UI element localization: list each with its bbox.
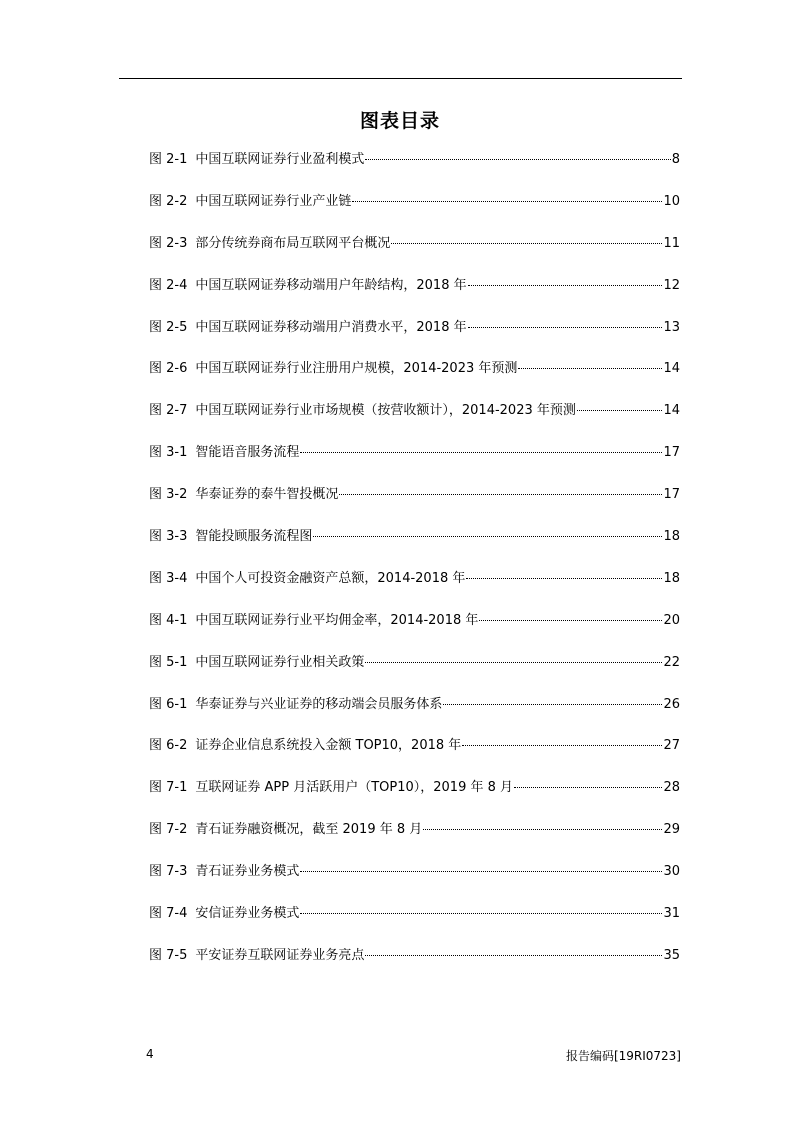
- footer-report-code: 报告编码[19RI0723]: [565, 1049, 681, 1063]
- toc-entry-title: 平安证券互联网证券业务亮点: [195, 947, 365, 963]
- toc-entry-label: 图 6-2: [149, 738, 188, 754]
- toc-entry-title: 华泰证券的泰牛智投概况: [195, 487, 339, 503]
- toc-entry-title: 部分传统券商布局互联网平台概况: [195, 235, 391, 251]
- toc-entry-title: 中国互联网证券行业产业链: [195, 193, 352, 209]
- toc-entry-title: 中国互联网证券移动端用户消费水平，2018 年: [195, 319, 467, 335]
- toc-entry-page: 27: [663, 738, 680, 754]
- toc-entry[interactable]: [149, 192, 680, 234]
- toc-entry-title: 青石证券融资概况，截至 2019 年 8 月: [195, 822, 423, 838]
- toc-dot-leader: [443, 704, 662, 705]
- footer-page-number: 4: [146, 1047, 154, 1061]
- toc-dot-leader: [365, 955, 662, 956]
- toc-entry[interactable]: [149, 904, 680, 946]
- toc-entry-title: 互联网证券 APP 月活跃用户（TOP10），2019 年 8 月: [195, 780, 514, 796]
- toc-entry-title: 中国互联网证券行业注册用户规模，2014-2023 年预测: [195, 361, 518, 377]
- toc-entry-title: 中国互联网证券行业盈利模式: [195, 152, 365, 167]
- toc-entry-label: 图 6-1: [149, 696, 188, 712]
- toc-dot-leader: [466, 578, 662, 579]
- toc-entry-page: 12: [663, 277, 680, 293]
- toc-dot-leader: [339, 494, 662, 495]
- toc-entry-page: 14: [663, 403, 680, 419]
- toc-entry[interactable]: [149, 401, 680, 443]
- toc-entry-label: 图 2-7: [149, 403, 188, 419]
- toc-entry[interactable]: [149, 359, 680, 401]
- toc-entry-label: 图 2-6: [149, 361, 188, 377]
- toc-dot-leader: [468, 327, 663, 328]
- toc-entry-label: 图 2-4: [149, 277, 188, 293]
- toc-entry-label: 图 3-1: [149, 445, 188, 461]
- toc-dot-leader: [365, 662, 662, 663]
- header-rule: [119, 78, 682, 79]
- toc-entry-title: 智能语音服务流程: [195, 445, 300, 461]
- toc-entry-page: 31: [663, 906, 680, 922]
- toc-entry-label: 图 5-1: [149, 654, 188, 670]
- toc-dot-leader: [365, 159, 670, 160]
- toc-entry-title: 青石证券业务模式: [195, 864, 300, 880]
- toc-entry-page: 20: [663, 612, 680, 628]
- toc-entry-page: 29: [663, 822, 680, 838]
- toc-entry-title: 中国互联网证券行业平均佣金率，2014-2018 年: [195, 612, 479, 628]
- toc-entry-title: 中国互联网证券移动端用户年龄结构，2018 年: [195, 277, 467, 293]
- toc-entry-page: 17: [663, 445, 680, 461]
- toc-dot-leader: [577, 410, 663, 411]
- toc-entry-label: 图 7-2: [149, 822, 188, 838]
- toc-dot-leader: [468, 285, 663, 286]
- toc-entry[interactable]: [149, 569, 680, 611]
- toc-entry-page: 35: [663, 947, 680, 963]
- toc-entry-page: 30: [663, 864, 680, 880]
- toc-entry[interactable]: [149, 234, 680, 276]
- toc-dot-leader: [300, 913, 662, 914]
- toc-entry-page: 18: [663, 570, 680, 586]
- toc-dot-leader: [479, 620, 662, 621]
- toc-list: [149, 150, 680, 988]
- toc-entry[interactable]: [149, 736, 680, 778]
- toc-entry-label: 图 3-2: [149, 487, 188, 503]
- toc-dot-leader: [462, 745, 662, 746]
- toc-entry-label: 图 7-4: [149, 906, 188, 922]
- toc-dot-leader: [391, 243, 662, 244]
- toc-entry-label: 图 3-4: [149, 570, 188, 586]
- toc-entry-label: 图 3-3: [149, 529, 188, 545]
- toc-entry-title: 华泰证券与兴业证券的移动端会员服务体系: [195, 696, 443, 712]
- toc-entry-page: 10: [663, 193, 680, 209]
- page-title: 图表目录: [359, 110, 440, 132]
- toc-entry[interactable]: [149, 485, 680, 527]
- toc-entry-label: 图 2-5: [149, 319, 188, 335]
- toc-entry[interactable]: [149, 946, 680, 988]
- toc-entry-page: 8: [671, 152, 680, 167]
- toc-entry[interactable]: [149, 862, 680, 904]
- toc-entry-title: 中国互联网证券行业市场规模（按营收额计），2014-2023 年预测: [195, 403, 576, 419]
- toc-entry-label: 图 7-3: [149, 864, 188, 880]
- toc-entry-title: 中国个人可投资金融资产总额，2014-2018 年: [195, 570, 466, 586]
- toc-entry-label: 图 2-3: [149, 235, 188, 251]
- toc-entry-title: 中国互联网证券行业相关政策: [195, 654, 365, 670]
- toc-entry[interactable]: [149, 318, 680, 360]
- toc-dot-leader: [300, 871, 662, 872]
- toc-entry-page: 28: [663, 780, 680, 796]
- toc-dot-leader: [423, 829, 662, 830]
- toc-entry-page: 18: [663, 529, 680, 545]
- toc-entry[interactable]: [149, 820, 680, 862]
- toc-entry-page: 13: [663, 319, 680, 335]
- toc-entry[interactable]: [149, 778, 680, 820]
- toc-entry[interactable]: [149, 150, 680, 192]
- toc-entry[interactable]: [149, 443, 680, 485]
- toc-dot-leader: [514, 787, 662, 788]
- toc-entry-page: 14: [663, 361, 680, 377]
- toc-entry[interactable]: [149, 527, 680, 569]
- toc-entry-page: 22: [663, 654, 680, 670]
- toc-entry[interactable]: [149, 611, 680, 653]
- toc-dot-leader: [313, 536, 662, 537]
- toc-entry-label: 图 2-2: [149, 193, 188, 209]
- toc-entry-title: 智能投顾服务流程图: [195, 529, 313, 545]
- toc-entry-page: 26: [663, 696, 680, 712]
- toc-entry-page: 11: [663, 235, 680, 251]
- toc-entry-label: 图 4-1: [149, 612, 188, 628]
- toc-entry[interactable]: [149, 695, 680, 737]
- toc-entry-page: 17: [663, 487, 680, 503]
- toc-dot-leader: [300, 452, 662, 453]
- toc-entry-label: 图 7-5: [149, 947, 188, 963]
- toc-dot-leader: [352, 201, 662, 202]
- toc-dot-leader: [518, 368, 662, 369]
- toc-entry-label: 图 2-1: [149, 152, 188, 167]
- toc-entry-title: 安信证券业务模式: [195, 906, 300, 922]
- toc-entry[interactable]: [149, 276, 680, 318]
- toc-entry[interactable]: [149, 653, 680, 695]
- toc-entry-title: 证券企业信息系统投入金额 TOP10，2018 年: [195, 738, 462, 754]
- toc-entry-label: 图 7-1: [149, 780, 188, 796]
